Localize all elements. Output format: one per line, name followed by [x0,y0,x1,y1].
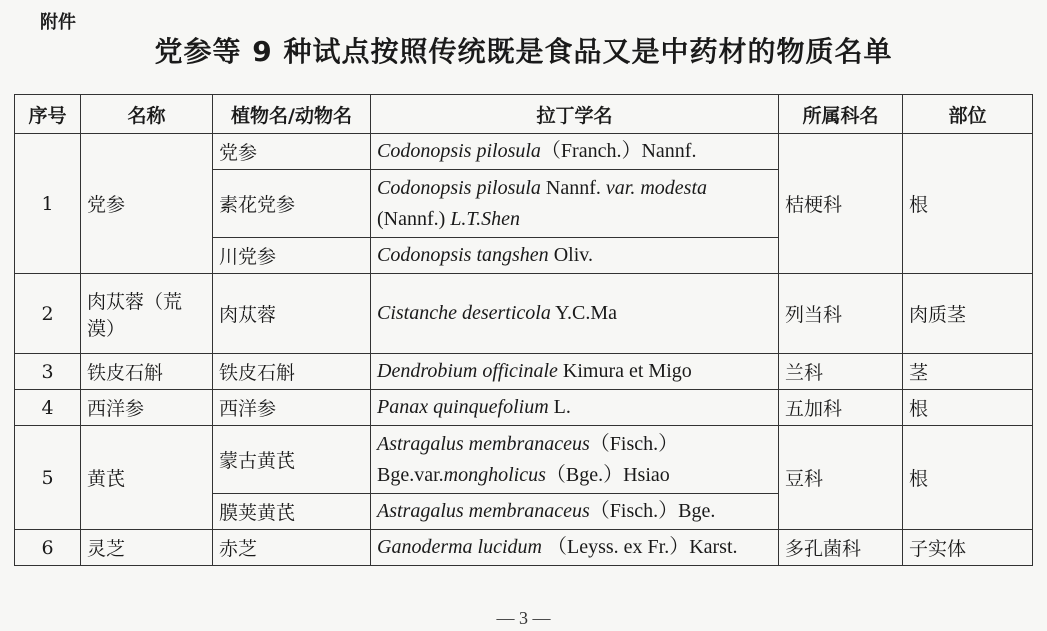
row-name: 党参 [81,134,213,274]
row-part: 根 [903,134,1033,274]
header-part: 部位 [903,95,1033,134]
table-row [15,390,1033,426]
row-latin: Codonopsis pilosula（Franch.）Nannf. [371,134,779,170]
header-plant: 植物名/动物名 [213,95,371,134]
header-name: 名称 [81,95,213,134]
header-family: 所属科名 [779,95,903,134]
row-name: 黄芪 [81,426,213,530]
row-plant: 川党参 [213,238,371,274]
row-family: 豆科 [779,426,903,530]
row-no: 6 [15,530,81,566]
substance-table [14,94,1033,566]
row-name: 西洋参 [81,390,213,426]
table-row [15,134,1033,170]
header-no: 序号 [15,95,81,134]
row-latin: Codonopsis tangshen Oliv. [371,238,779,274]
row-family: 五加科 [779,390,903,426]
row-plant: 肉苁蓉 [213,274,371,354]
row-family: 多孔菌科 [779,530,903,566]
table-row [15,274,1033,354]
row-family: 兰科 [779,354,903,390]
row-part: 茎 [903,354,1033,390]
row-plant: 赤芝 [213,530,371,566]
row-name: 铁皮石斛 [81,354,213,390]
row-family: 桔梗科 [779,134,903,274]
row-part: 肉质茎 [903,274,1033,354]
page-number: — 3 — [496,608,551,628]
row-latin: Panax quinquefolium L. [371,390,779,426]
row-latin: Codonopsis pilosula Nannf. var. modesta (Nannf.) L.T.Shen [371,170,779,238]
attachment-label: 附件 [40,12,76,33]
row-latin: Dendrobium officinale Kimura et Migo [371,354,779,390]
row-plant: 素花党参 [213,170,371,238]
row-plant: 西洋参 [213,390,371,426]
row-latin: Astragalus membranaceus（Fisch.） Bge.var.mongholicus（Bge.）Hsiao [371,426,779,494]
row-family: 列当科 [779,274,903,354]
table-row [15,530,1033,566]
row-plant: 党参 [213,134,371,170]
row-no: 2 [15,274,81,354]
row-no: 4 [15,390,81,426]
table-row [15,426,1033,494]
document-title: 党参等 9 种试点按照传统既是食品又是中药材的物质名单 [154,35,893,68]
row-latin: Ganoderma lucidum （Leyss. ex Fr.）Karst. [371,530,779,566]
row-plant: 蒙古黄芪 [213,426,371,494]
row-no: 1 [15,134,81,274]
row-plant: 膜荚黄芪 [213,494,371,530]
header-latin: 拉丁学名 [371,95,779,134]
row-plant: 铁皮石斛 [213,354,371,390]
row-latin: Astragalus membranaceus（Fisch.）Bge. [371,494,779,530]
row-part: 子实体 [903,530,1033,566]
row-latin: Cistanche deserticola Y.C.Ma [371,274,779,354]
row-part: 根 [903,426,1033,530]
row-no: 3 [15,354,81,390]
row-part: 根 [903,390,1033,426]
row-name: 灵芝 [81,530,213,566]
row-name: 肉苁蓉（荒漠） [81,274,213,354]
row-no: 5 [15,426,81,530]
table-row [15,354,1033,390]
table-header-row [15,95,1033,134]
